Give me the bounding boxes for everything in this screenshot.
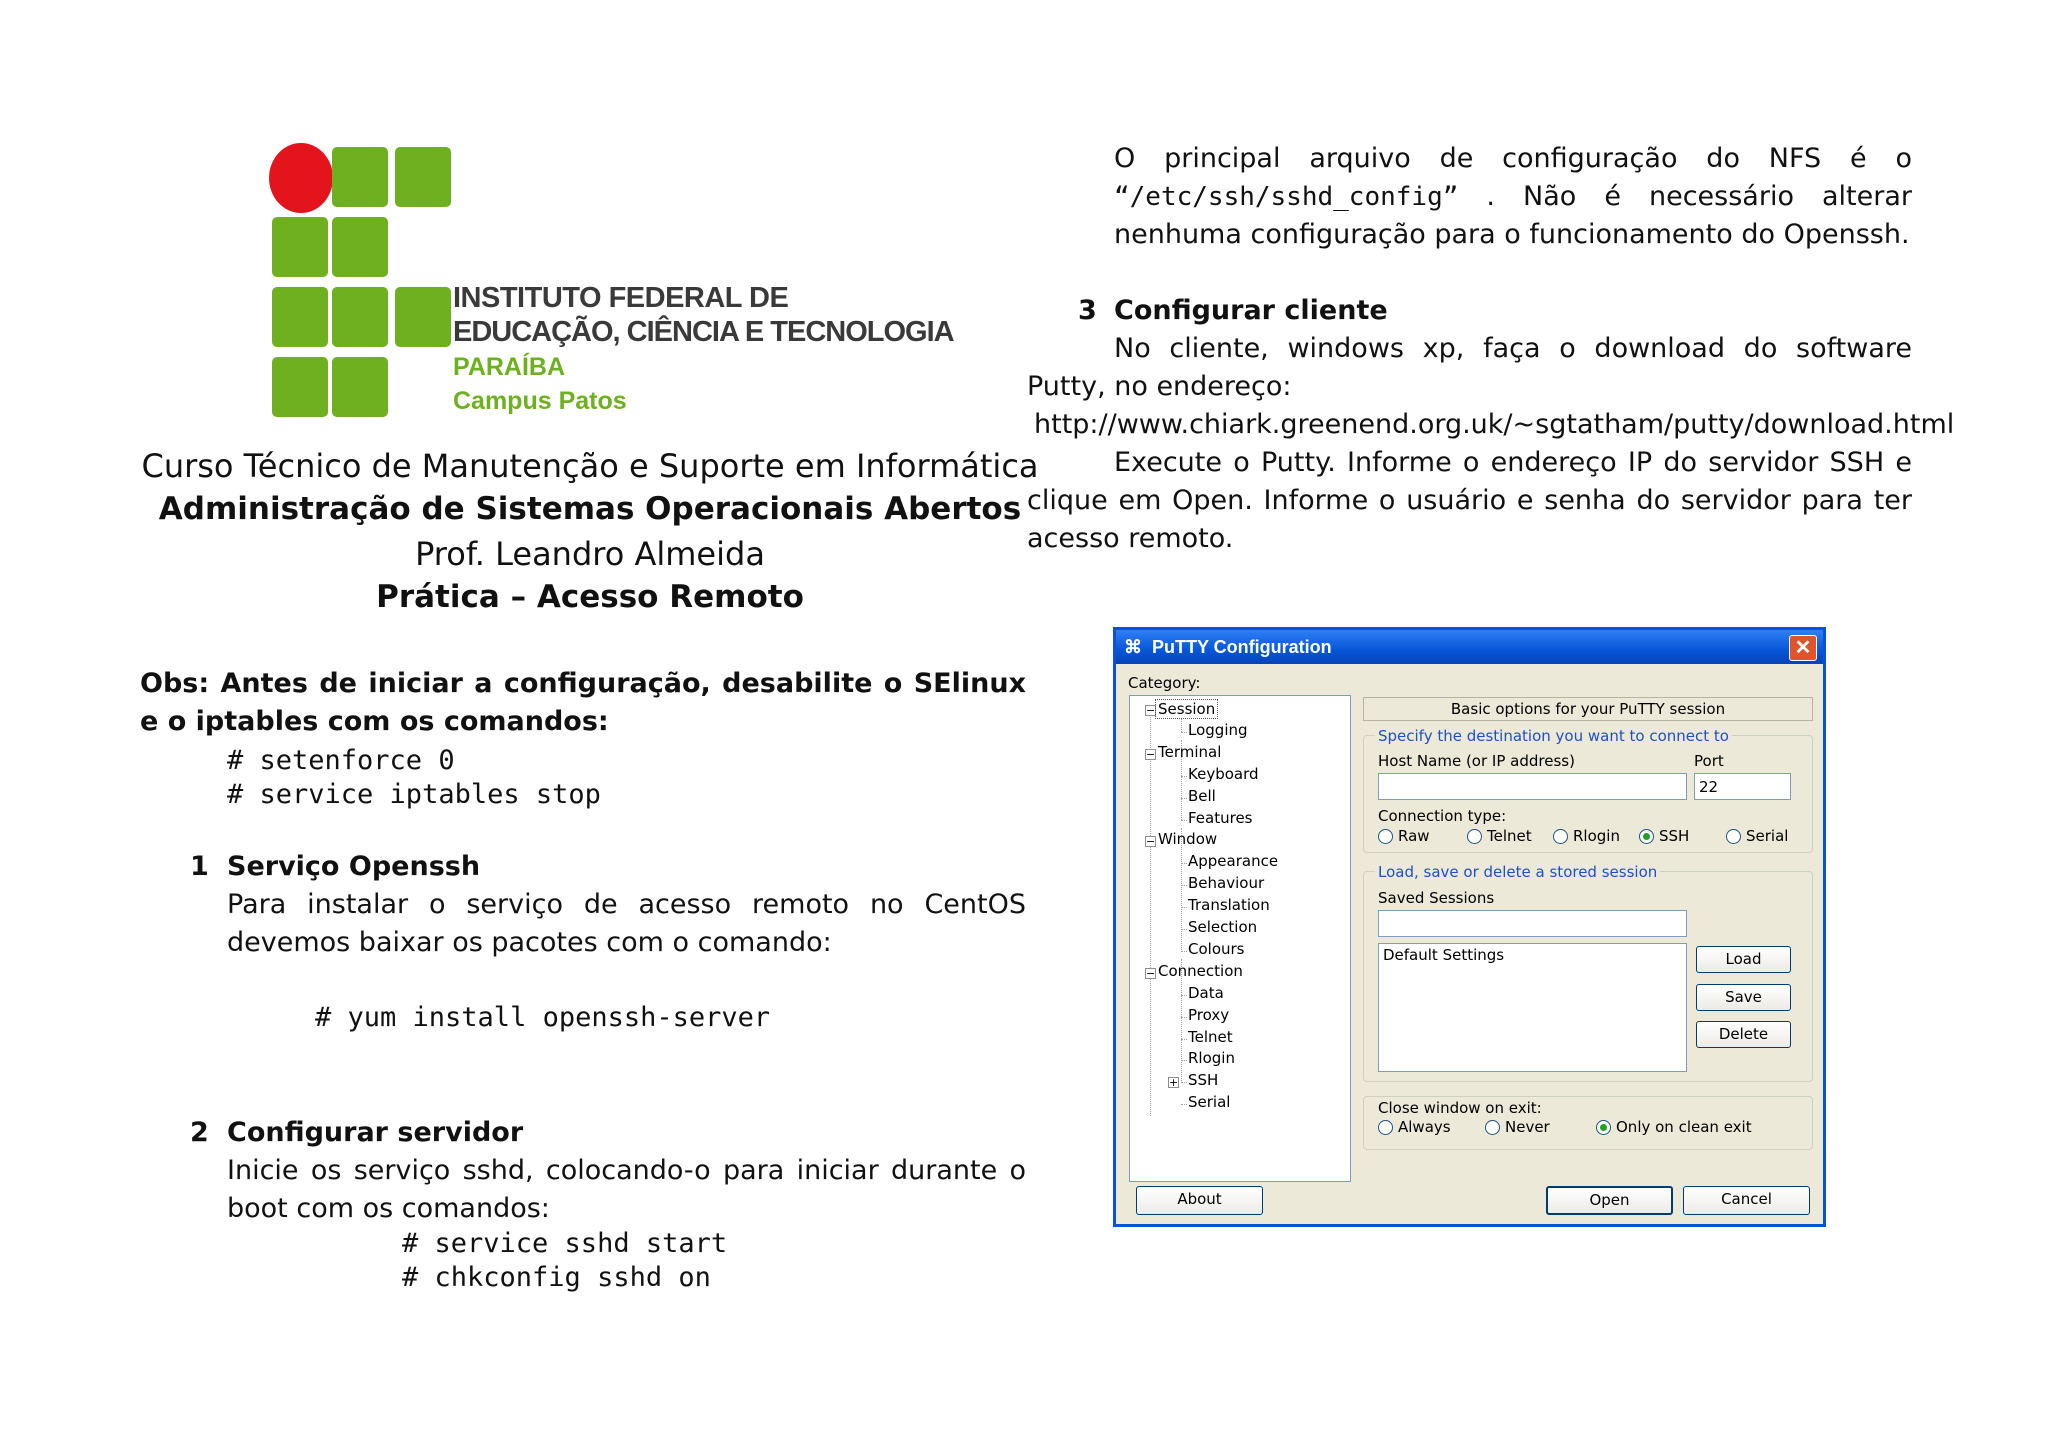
tree-item-connection[interactable]: Connection	[1158, 961, 1243, 980]
logo-square	[332, 147, 388, 207]
load-button[interactable]: Load	[1696, 946, 1791, 973]
page-title: Prática – Acesso Remoto	[376, 579, 804, 615]
collapse-icon[interactable]: −	[1146, 747, 1156, 761]
connection-type-label: Connection type:	[1378, 807, 1507, 825]
sessions-list[interactable]	[1378, 943, 1687, 1072]
category-label: Category:	[1128, 674, 1201, 692]
tree-line	[1181, 1017, 1187, 1018]
tree-line	[1181, 776, 1187, 777]
close-window-label: Close window on exit:	[1378, 1099, 1542, 1117]
tree-line	[1181, 995, 1187, 996]
section-1-heading: Serviço Openssh	[227, 851, 481, 882]
tree-line	[1181, 951, 1187, 952]
section-2-heading: Configurar servidor	[227, 1117, 524, 1148]
radio-serial[interactable]	[1726, 829, 1741, 844]
tree-item-data[interactable]: Data	[1188, 983, 1224, 1002]
tree-line	[1181, 863, 1187, 864]
radio-label-ssh[interactable]: SSH	[1659, 827, 1690, 845]
category-tree[interactable]	[1129, 695, 1351, 1182]
delete-button[interactable]: Delete	[1696, 1021, 1791, 1048]
logo-line-4: Campus Patos	[453, 387, 627, 415]
radio-label-raw[interactable]: Raw	[1398, 827, 1430, 845]
tree-item-bell[interactable]: Bell	[1188, 786, 1216, 805]
saved-sessions-input[interactable]	[1378, 910, 1687, 937]
radio-rlogin[interactable]	[1553, 829, 1568, 844]
collapse-icon[interactable]: −	[1146, 835, 1156, 849]
tree-line	[1181, 885, 1187, 886]
tree-line	[1181, 929, 1187, 930]
logo-line-2: EDUCAÇÃO, CIÊNCIA E TECNOLOGIA	[453, 316, 954, 348]
about-button[interactable]: About	[1136, 1186, 1263, 1215]
port-label: Port	[1694, 752, 1724, 770]
tree-item-appearance[interactable]: Appearance	[1188, 852, 1279, 871]
tree-item-telnet[interactable]: Telnet	[1188, 1027, 1233, 1046]
course-name: Curso Técnico de Manutenção e Suporte em Informática	[141, 447, 1039, 485]
tree-line	[1181, 820, 1187, 821]
panel-header	[1363, 697, 1813, 721]
host-name-input[interactable]	[1378, 773, 1687, 800]
destination-group-label: Specify the destination you want to connect to	[1375, 727, 1732, 745]
logo-square	[272, 217, 328, 277]
tree-line	[1181, 798, 1187, 799]
save-button[interactable]: Save	[1696, 984, 1791, 1011]
tree-item-translation[interactable]: Translation	[1188, 896, 1270, 915]
logo-square	[332, 287, 388, 347]
radio-label-telnet[interactable]: Telnet	[1487, 827, 1532, 845]
putty-app-icon: ⌘	[1124, 637, 1142, 657]
section-2-command-1: # service sshd start	[402, 1228, 728, 1259]
logo-square	[332, 217, 388, 277]
radio-always[interactable]	[1378, 1120, 1393, 1135]
logo-square	[272, 287, 328, 347]
section-1-command: # yum install openssh-server	[315, 1002, 771, 1033]
panel-header-text: Basic options for your PuTTY session	[1450, 700, 1726, 718]
close-icon[interactable]: ✕	[1789, 635, 1817, 661]
tree-item-colours[interactable]: Colours	[1188, 939, 1245, 958]
section-3-number: 3	[1078, 295, 1097, 326]
putty-download-link[interactable]: http://www.chiark.greenend.org.uk/~sgtatham/putty/download.html	[1034, 409, 1955, 440]
config-file-text-2: . Não é necessário alterar nenhuma configuração para o funcionamento do Openssh.	[1114, 181, 1912, 250]
logo-red-dot	[269, 143, 333, 213]
section-2-command-2: # chkconfig sshd on	[402, 1262, 711, 1293]
tree-line	[1181, 718, 1182, 732]
tree-item-keyboard[interactable]: Keyboard	[1188, 764, 1259, 783]
open-button[interactable]: Open	[1546, 1186, 1673, 1215]
collapse-icon[interactable]: −	[1146, 966, 1156, 980]
radio-label-never[interactable]: Never	[1505, 1118, 1550, 1136]
expand-icon[interactable]: +	[1169, 1076, 1179, 1090]
host-name-label: Host Name (or IP address)	[1378, 752, 1575, 770]
tree-line	[1181, 732, 1187, 733]
tree-item-features[interactable]: Features	[1188, 808, 1253, 827]
radio-only-on-clean-exit[interactable]	[1596, 1120, 1611, 1135]
logo-square	[395, 147, 451, 207]
config-file-path: “/etc/ssh/sshd_config”	[1114, 182, 1459, 212]
tree-line	[1181, 1039, 1187, 1040]
section-3-heading: Configurar cliente	[1114, 295, 1388, 326]
obs-command-1: # setenforce 0	[227, 745, 455, 776]
config-file-paragraph	[1114, 140, 1912, 254]
section-2-number: 2	[190, 1117, 209, 1148]
subject-name: Administração de Sistemas Operacionais Abertos	[158, 491, 1022, 527]
section-2-text: Inicie os serviço sshd, colocando-o para iniciar durante o boot com os comandos:	[227, 1155, 1026, 1224]
putty-title-bar[interactable]	[1116, 630, 1823, 664]
config-file-text-1: O principal arquivo de configuração do NFS é o	[1114, 143, 1912, 174]
obs-text: Obs: Antes de iniciar a configuração, desabilite o SElinux e o iptables com os comandos:	[140, 668, 1026, 737]
session-list-item[interactable]: Default Settings	[1383, 946, 1505, 964]
logo-square	[395, 287, 451, 347]
radio-telnet[interactable]	[1467, 829, 1482, 844]
radio-label-always[interactable]: Always	[1398, 1118, 1451, 1136]
tree-line	[1181, 1082, 1187, 1083]
tree-line	[1181, 1060, 1187, 1061]
port-value: 22	[1699, 778, 1719, 796]
tree-item-behaviour[interactable]: Behaviour	[1188, 874, 1265, 893]
radio-label-serial[interactable]: Serial	[1746, 827, 1789, 845]
radio-label-rlogin[interactable]: Rlogin	[1573, 827, 1620, 845]
logo-square	[272, 357, 328, 417]
radio-label-only-on-clean-exit[interactable]: Only on clean exit	[1616, 1118, 1752, 1136]
logo-line-3: PARAÍBA	[453, 353, 566, 381]
putty-window-title: PuTTY Configuration	[1152, 637, 1332, 657]
putty-configuration-window	[1113, 627, 1826, 1227]
tree-line	[1150, 708, 1151, 1116]
tree-item-terminal[interactable]: Terminal	[1158, 742, 1222, 761]
section-1-number: 1	[190, 851, 209, 882]
logo-square	[332, 357, 388, 417]
tree-item-rlogin[interactable]: Rlogin	[1188, 1049, 1235, 1068]
tree-item-selection[interactable]: Selection	[1188, 918, 1258, 936]
obs-note	[140, 665, 1026, 741]
port-input[interactable]	[1694, 773, 1791, 800]
tree-line	[1181, 1104, 1187, 1105]
saved-sessions-label: Saved Sessions	[1378, 889, 1495, 907]
section-3-text-1: No cliente, windows xp, faça o download do software Putty, no endereço:	[1027, 333, 1912, 402]
tree-line	[1181, 907, 1187, 908]
institute-logo	[262, 140, 954, 440]
tree-item-session[interactable]: Session	[1155, 699, 1218, 719]
radio-never[interactable]	[1485, 1120, 1500, 1135]
teacher-name: Prof. Leandro Almeida	[415, 535, 765, 573]
collapse-icon[interactable]: −	[1146, 704, 1156, 717]
tree-item-logging[interactable]: Logging	[1188, 720, 1248, 739]
obs-command-2: # service iptables stop	[227, 779, 601, 810]
radio-ssh[interactable]	[1639, 829, 1654, 844]
radio-raw[interactable]	[1378, 829, 1393, 844]
tree-item-serial[interactable]: Serial	[1188, 1093, 1231, 1112]
cancel-button[interactable]: Cancel	[1683, 1186, 1810, 1215]
tree-item-proxy[interactable]: Proxy	[1188, 1005, 1230, 1024]
tree-item-window[interactable]: Window	[1158, 830, 1218, 849]
session-group-label: Load, save or delete a stored session	[1375, 863, 1660, 881]
section-3-text-2: Execute o Putty. Informe o endereço IP do servidor SSH e clique em Open. Informe o usuário e senha do servidor para ter acesso remoto.	[1027, 447, 1912, 554]
logo-line-1: INSTITUTO FEDERAL DE	[453, 282, 789, 314]
tree-item-ssh[interactable]: SSH	[1188, 1071, 1219, 1090]
section-1-text: Para instalar o serviço de acesso remoto no CentOS devemos baixar os pacotes com o comando:	[227, 889, 1026, 958]
